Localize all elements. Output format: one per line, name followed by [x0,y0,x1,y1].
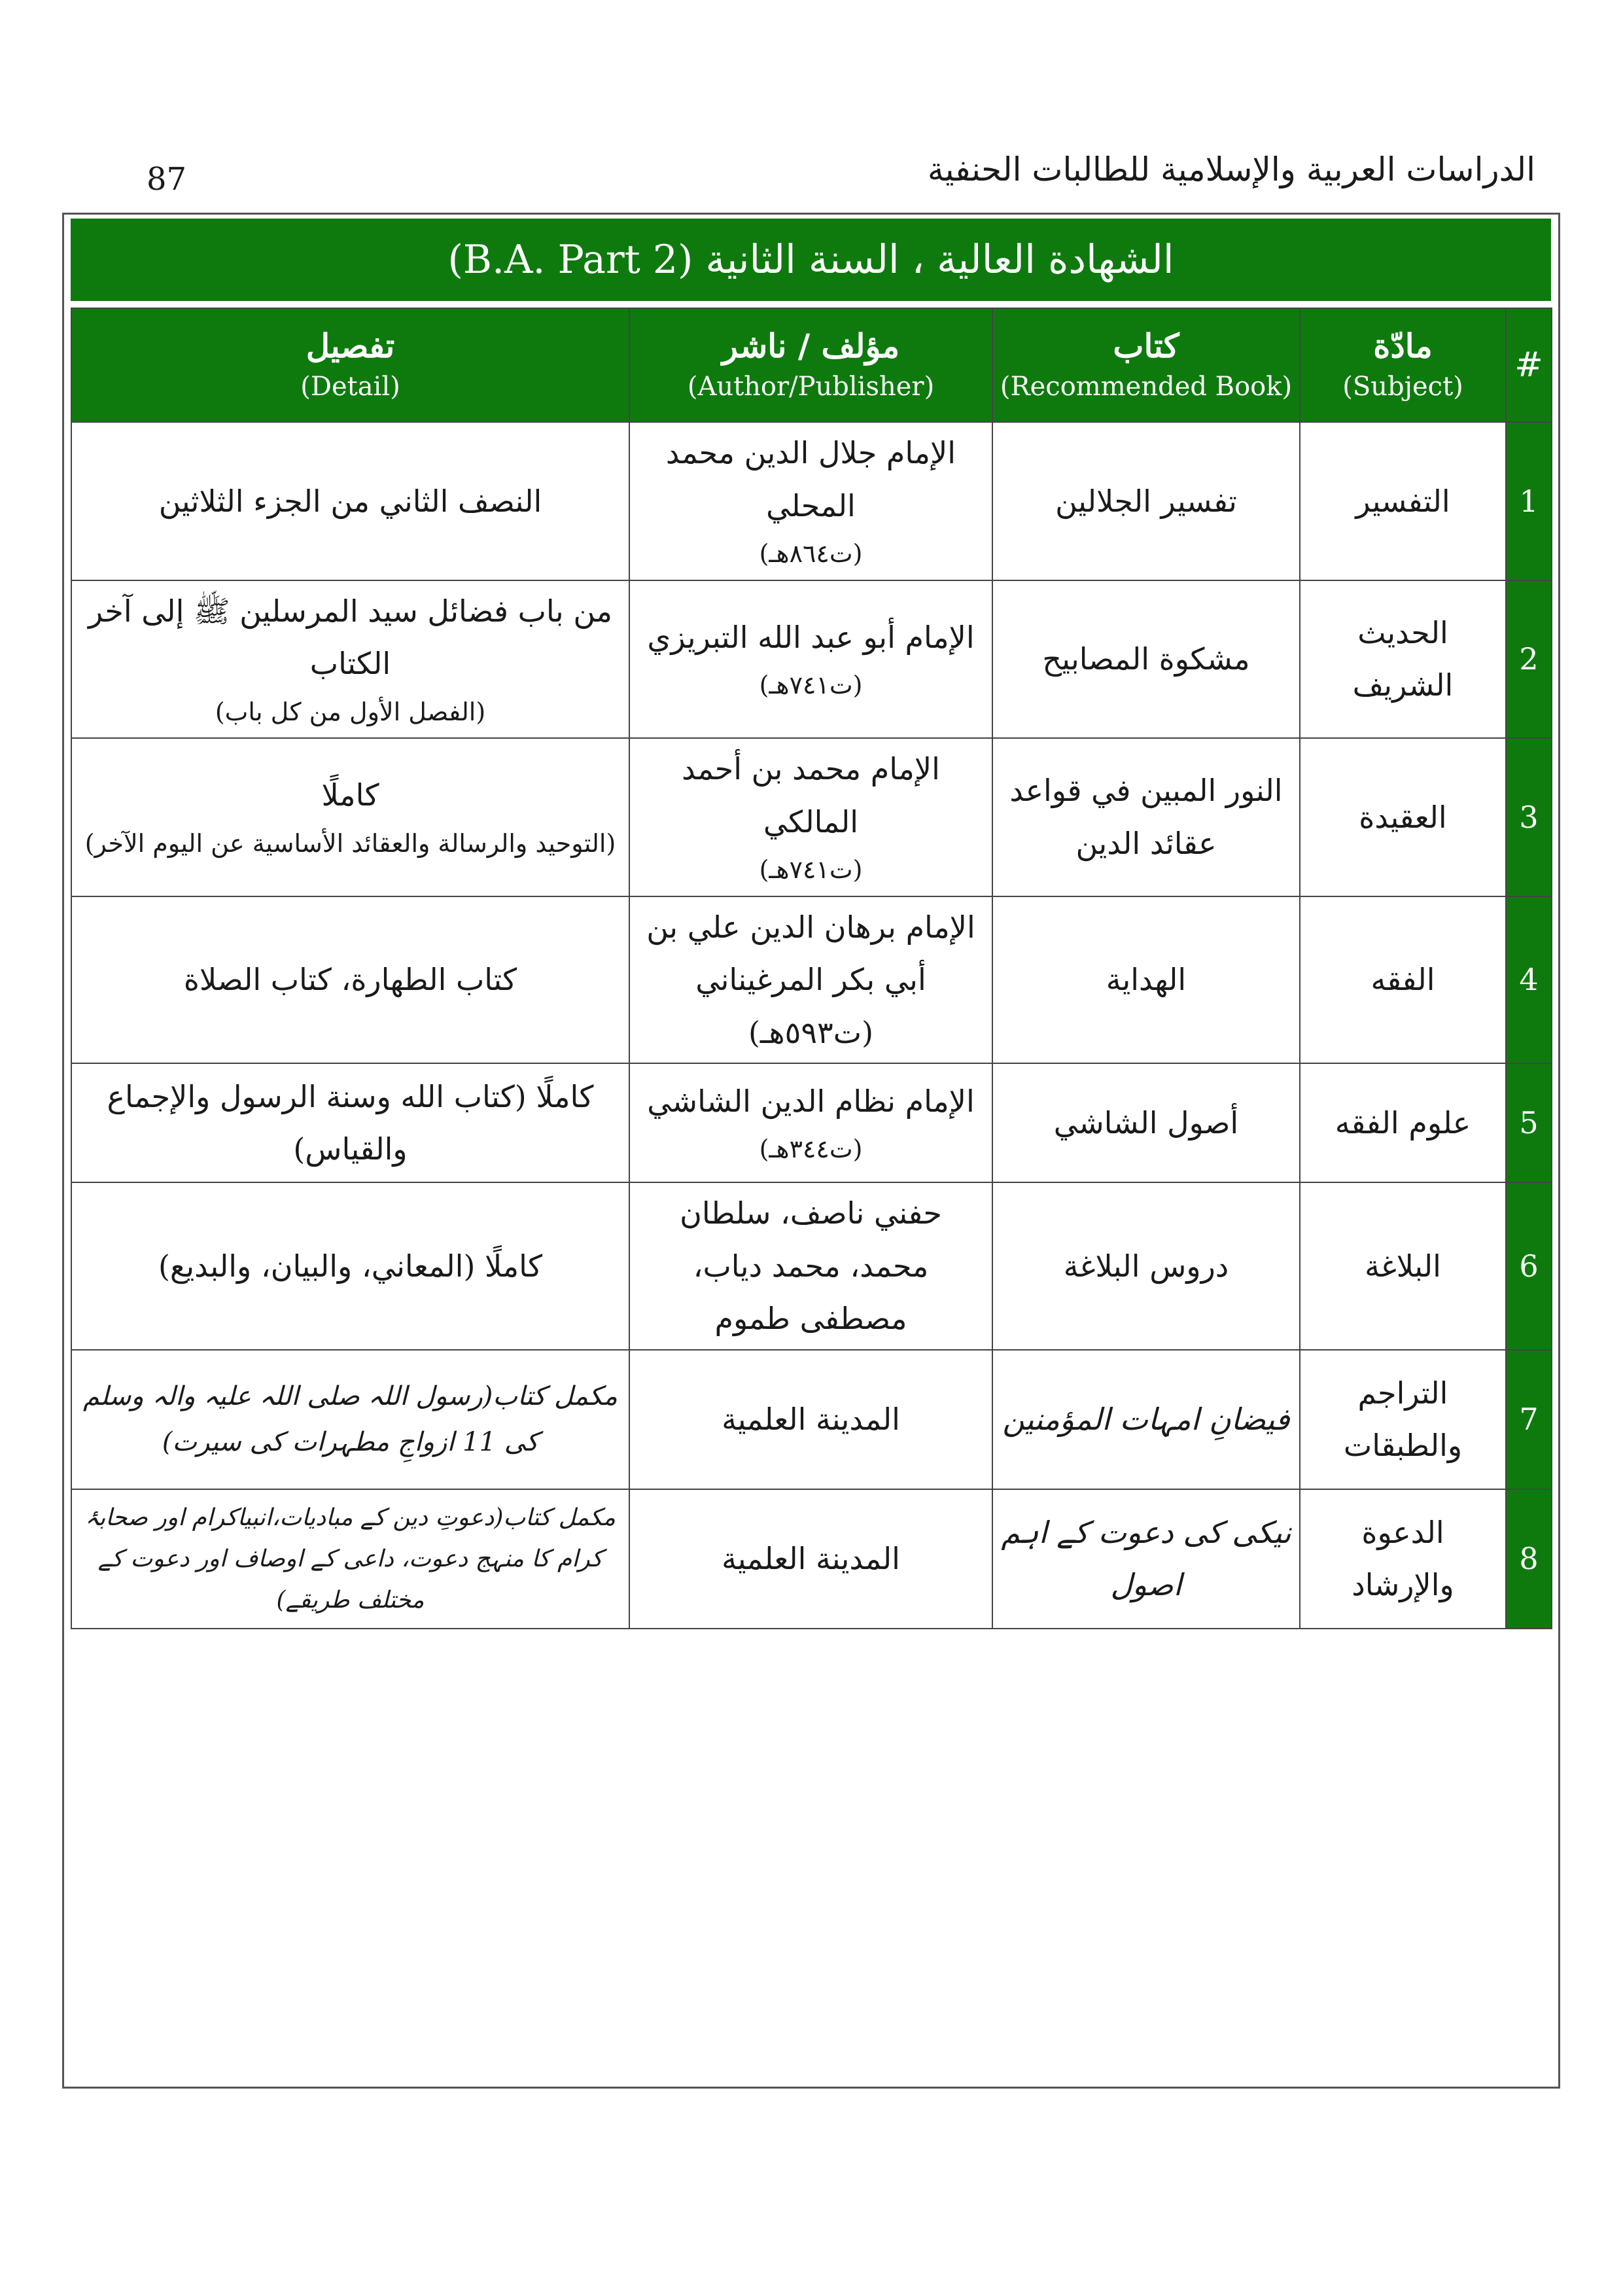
author-cell: الإمام نظام الدين الشاشي (ت٣٤٤هـ) [629,1063,992,1182]
table-row [71,580,1552,739]
book-cell: تفسير الجلالين [992,422,1300,580]
detail-cell: من باب فضائل سيد المرسلين ﷺ إلى آخر الكتاب (الفصل الأول من كل باب) [71,580,629,739]
column-header-number: # [1506,308,1552,422]
subject-cell: البلاغة [1300,1182,1506,1350]
row-number: 6 [1506,1182,1552,1350]
book-cell: فيضانِ امہات المؤمنین [992,1350,1300,1489]
row-number: 2 [1506,580,1552,739]
table-row [71,1182,1552,1350]
table-title: الشهادة العالية ، السنة الثانية (B.A. Part 2) [71,219,1551,301]
subject-cell: التفسير [1300,422,1506,580]
author-cell: المدينة العلمية [629,1489,992,1629]
author-cell: حفني ناصف، سلطان محمد، محمد دياب، مصطفى طموم [629,1182,992,1350]
table-row [71,1489,1552,1629]
table-row [71,738,1552,896]
detail-cell: مکمل کتاب(رسول اللہ صلی اللہ علیہ والہ وسلم کی 11 ازواجِ مطہرات کی سیرت) [71,1350,629,1489]
author-cell: المدينة العلمية [629,1350,992,1489]
book-cell: مشكوة المصابيح [992,580,1300,739]
column-header-author: مؤلف / ناشر (Author/Publisher) [629,308,992,422]
running-header: الدراسات العربية والإسلامية للطالبات الحنفية [927,150,1535,188]
table-row [71,1350,1552,1489]
detail-cell: كاملًا (المعاني، والبيان، والبديع) [71,1182,629,1350]
table-row [71,1063,1552,1182]
row-number: 4 [1506,896,1552,1064]
syllabus-table [71,308,1552,1629]
book-cell: نیکی کی دعوت کے اہم اصول [992,1489,1300,1629]
column-header-book: كتاب (Recommended Book) [992,308,1300,422]
detail-cell: مکمل کتاب(دعوتِ دین کے مبادیات،انبیاکرام اور صحابۂ کرام کا منہج دعوت، داعی کے اوصاف اور دعوت کے مختلف طریقے) [71,1489,629,1629]
subject-cell: العقيدة [1300,738,1506,896]
book-cell: دروس البلاغة [992,1182,1300,1350]
column-header-detail: تفصيل (Detail) [71,308,629,422]
book-cell: النور المبين في قواعد عقائد الدين [992,738,1300,896]
subject-cell: الدعوة والإرشاد [1300,1489,1506,1629]
row-number: 3 [1506,738,1552,896]
detail-cell: النصف الثاني من الجزء الثلاثين [71,422,629,580]
row-number: 1 [1506,422,1552,580]
author-cell: الإمام برهان الدين علي بن أبي بكر المرغيناني (ت٥٩٣هـ) [629,896,992,1064]
book-cell: أصول الشاشي [992,1063,1300,1182]
subject-cell: الفقه [1300,896,1506,1064]
table-row [71,896,1552,1064]
book-cell: الهداية [992,896,1300,1064]
column-header-subject: مادّة (Subject) [1300,308,1506,422]
subject-cell: الحديث الشريف [1300,580,1506,739]
detail-cell: كتاب الطهارة، كتاب الصلاة [71,896,629,1064]
row-number: 5 [1506,1063,1552,1182]
detail-cell: كاملًا (كتاب الله وسنة الرسول والإجماع والقياس) [71,1063,629,1182]
page-number: 87 [147,161,187,198]
row-number: 8 [1506,1489,1552,1629]
header-row [71,308,1552,422]
subject-cell: التراجم والطبقات [1300,1350,1506,1489]
detail-cell: كاملًا (التوحيد والرسالة والعقائد الأساسية عن اليوم الآخر) [71,738,629,896]
row-number: 7 [1506,1350,1552,1489]
table-row [71,422,1552,580]
author-cell: الإمام أبو عبد الله التبريزي (ت٧٤١هـ) [629,580,992,739]
subject-cell: علوم الفقه [1300,1063,1506,1182]
author-cell: الإمام محمد بن أحمد المالكي (ت٧٤١هـ) [629,738,992,896]
author-cell: الإمام جلال الدين محمد المحلي (ت٨٦٤هـ) [629,422,992,580]
